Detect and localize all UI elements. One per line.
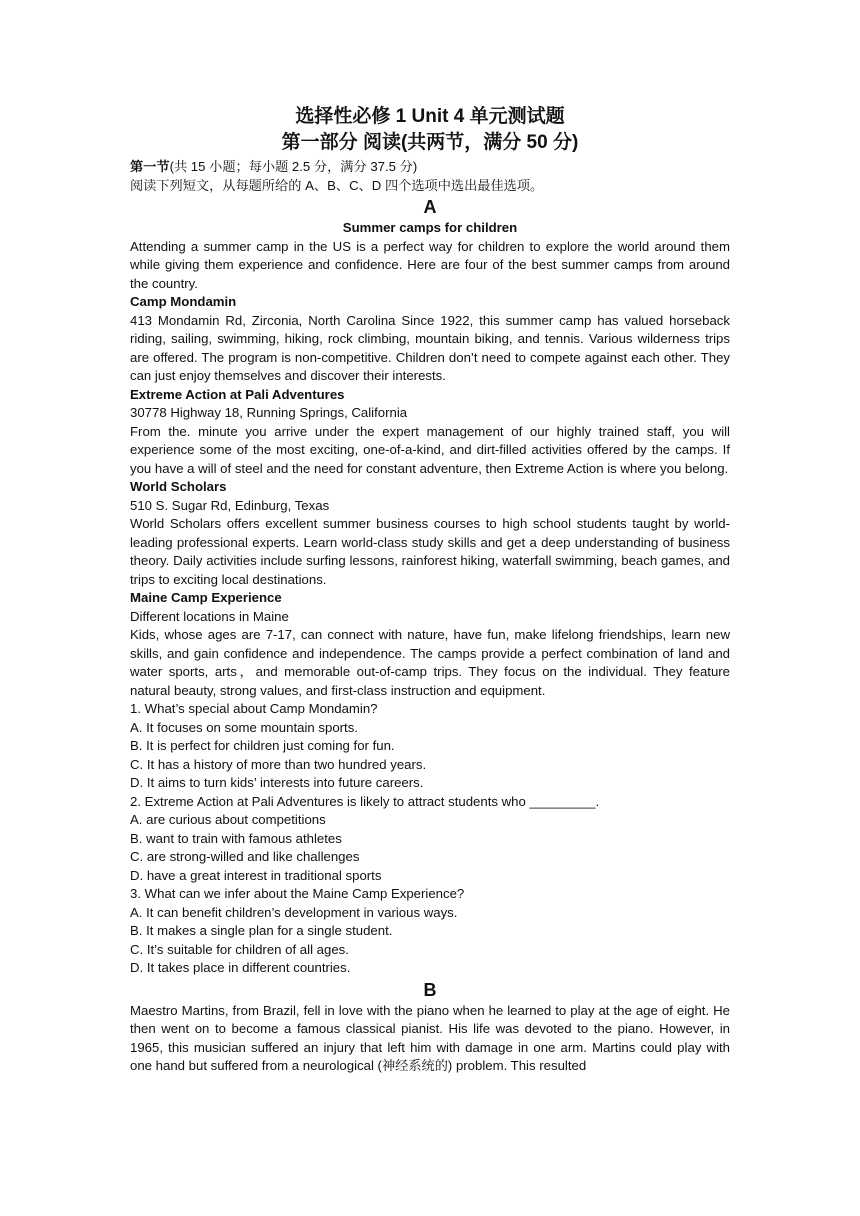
camp-name: Camp Mondamin <box>130 294 237 309</box>
question-stem: 1. What’s special about Camp Mondamin? <box>130 701 378 716</box>
passage-b-letter: B <box>423 979 437 1000</box>
question-option: C. It’s suitable for children of all ages. <box>130 941 349 957</box>
document-page <box>130 104 730 1076</box>
passage-a-letter: A <box>423 197 437 217</box>
passage-b-body: Maestro Martins, from Brazil, fell in love with the piano when he learned to play at the age of eight. He then went on to become a famous classical pianist. His life was devoted to the piano. However, in 1965, this musician suffered an injury that left him with damage in one arm. Martins could play with one hand but suffered from a neurological (神经系统的) problem. This resulted <box>130 1002 730 1073</box>
question-option: B. It makes a single plan for a single student. <box>130 923 393 938</box>
section-label: 第一节 <box>130 159 170 174</box>
question-stem: 3. What can we infer about the Maine Camp Experience? <box>130 886 465 901</box>
question-option: A. It can benefit children’s development in various ways. <box>130 904 458 920</box>
question-option: B. It is perfect for children just coming for fun. <box>130 738 395 753</box>
document-title: 选择性必修 1 Unit 4 单元测试题 <box>295 106 565 127</box>
camp-description: 413 Mondamin Rd, Zirconia, North Carolina Since 1922, this summer camp has valued horseback riding, sailing, swimming, hiking, rock climbing, mountain biking, and tennis. Various wilderness trips are offered. The program is non-competitive. Children don’t need to compete against each other. They can just enjoy themselves and discover their interests. <box>130 312 730 383</box>
question-option: D. It aims to turn kids’ interests into future careers. <box>130 775 424 790</box>
question-stem: 2. Extreme Action at Pali Adventures is likely to attract students who _________. <box>130 793 600 809</box>
question-option: D. It takes place in different countries. <box>130 960 351 975</box>
passage-a-title: Summer camps for children <box>342 220 518 235</box>
camp-description: Kids, whose ages are 7-17, can connect with nature, have fun, make lifelong friendships, learn new skills, and gain confidence and independence. The camps provide a perfect combination of land and water sports, arts，and memorable out-of-camp trips. They focus on the individual. They feature natural beauty, strong values, and first-class instruction and equipment. <box>130 627 730 698</box>
camp-description: World Scholars offers excellent summer business courses to high school students taught by world-leading professional experts. Learn world-class study skills and get a deep understanding of business theory. Daily activities include surfing lessons, rainforest hiking, waterfall swimming, beach games, and trips to exciting local destinations. <box>130 516 730 587</box>
question-option: C. are strong-willed and like challenges <box>130 849 360 864</box>
question-option: A. are curious about competitions <box>130 812 326 827</box>
camp-description: From the. minute you arrive under the expert management of our highly trained staff, you will experience some of the most exciting, one-of-a-kind, and dirt-filled activities offered by the camps. If you have a will of steel and the need for constant adventure, then Extreme Action is where you belong. <box>130 423 730 476</box>
question-option: A. It focuses on some mountain sports. <box>130 719 358 735</box>
question-block <box>130 793 730 886</box>
question-block <box>130 885 730 978</box>
passage-a-intro: Attending a summer camp in the US is a perfect way for children to explore the world around them while giving them experience and confidence. Here are four of the best summer camps from around the country. <box>130 238 730 291</box>
question-option: B. want to train with famous athletes <box>130 830 342 846</box>
camp-address: Different locations in Maine <box>130 608 289 624</box>
camp-address: 510 S. Sugar Rd, Edinburg, Texas <box>130 497 330 513</box>
part-title: 第一部分 阅读(共两节，满分 50 分) <box>281 132 579 153</box>
camp-name: Maine Camp Experience <box>130 590 282 605</box>
camp-name: Extreme Action at Pali Adventures <box>130 386 345 402</box>
question-option: D. have a great interest in traditional sports <box>130 867 382 883</box>
camp-name: World Scholars <box>130 479 227 494</box>
question-block <box>130 700 730 793</box>
instruction: 阅读下列短文，从每题所给的 A、B、C、D 四个选项中选出最佳选项。 <box>130 177 544 193</box>
question-option: C. It has a history of more than two hundred years. <box>130 756 427 772</box>
camp-address: 30778 Highway 18, Running Springs, California <box>130 405 408 420</box>
section-heading <box>130 158 730 177</box>
section-scoring: (共 15 小题；每小题 2.5 分，满分 37.5 分) <box>169 159 418 174</box>
